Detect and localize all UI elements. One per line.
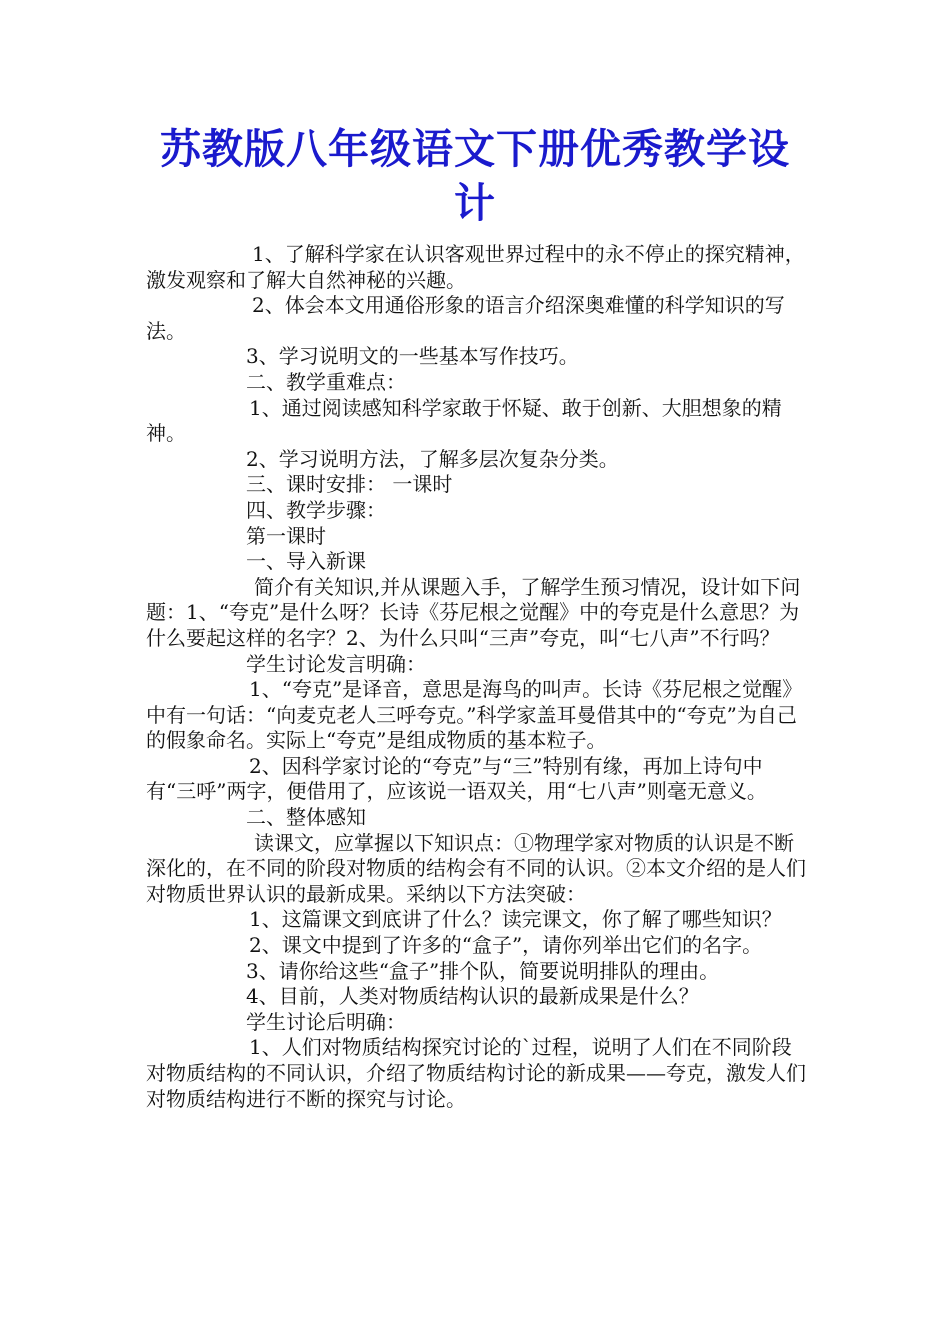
paragraph: 二、教学重难点： xyxy=(246,369,406,394)
paragraph: 1、人们对物质结构探究讨论的`过程，说明了人们在不同阶段对物质结构的不同认识，介绍了物质结构讨论的新成果——夸克，激发人们对物质结构进行不断的探究与讨论。 xyxy=(146,1035,806,1111)
paragraph: 一、导入新课 xyxy=(246,549,366,574)
paragraph: 第一课时 xyxy=(246,523,326,548)
paragraph: 4、目前，人类对物质结构认识的最新成果是什么？ xyxy=(246,984,699,1009)
paragraph: 读课文，应掌握以下知识点：①物理学家对物质的认识是不断深化的，在不同的阶段对物质的结构会有不同的认识。②本文介绍的是人们对物质世界认识的最新成果。采纳以下方法突破： xyxy=(146,830,806,906)
paragraph: 二、整体感知 xyxy=(246,805,366,830)
paragraph: 2、因科学家讨论的“夸克”与“三”特别有缘，再加上诗句中有“三呼”两字，便借用了，应该说一语双关，用“七八声”则毫无意义。 xyxy=(146,753,767,804)
paragraph: 1、了解科学家在认识客观世界过程中的永不停止的探究精神，激发观察和了解大自然神秘的兴趣。 xyxy=(146,242,805,292)
document-title: 苏教版八年级语文下册优秀教学设计 xyxy=(160,125,790,227)
document-body xyxy=(146,242,806,1112)
paragraph: 2、学习说明方法，了解多层次复杂分类。 xyxy=(246,446,619,471)
paragraph: 1、“夸克”是译音，意思是海鸟的叫声。长诗《芬尼根之觉醒》中有一句话：“向麦克老人三呼夸克。”科学家盖耳曼借其中的“夸克”为自己的假象命名。实际上“夸克”是组成物质的基本粒子。 xyxy=(146,677,803,753)
paragraph: 1、这篇课文到底讲了什么？读完课文，你了解了哪些知识？ xyxy=(249,907,782,932)
paragraph: 三、课时安排： 一课时 xyxy=(246,472,453,497)
paragraph: 简介有关知识,并从课题入手，了解学生预习情况，设计如下问题：1、“夸克”是什么呀？长诗《芬尼根之觉醒》中的夸克是什么意思？为什么要起这样的名字？2、为什么只叫“三声”夸克，叫“七八声”不行吗？ xyxy=(146,574,801,650)
paragraph: 3、学习说明文的一些基本写作技巧。 xyxy=(246,344,579,369)
paragraph: 1、通过阅读感知科学家敢于怀疑、敢于创新、大胆想象的精神。 xyxy=(146,395,782,446)
paragraph: 3、请你给这些“盒子”排个队，简要说明排队的理由。 xyxy=(246,958,720,983)
paragraph: 学生讨论后明确： xyxy=(246,1009,406,1034)
paragraph: 学生讨论发言明确： xyxy=(246,651,426,676)
paragraph: 四、教学步骤： xyxy=(246,497,386,522)
paragraph: 2、体会本文用通俗形象的语言介绍深奥难懂的科学知识的写法。 xyxy=(146,293,785,343)
paragraph: 2、课文中提到了许多的“盒子”，请你列举出它们的名字。 xyxy=(249,933,763,958)
